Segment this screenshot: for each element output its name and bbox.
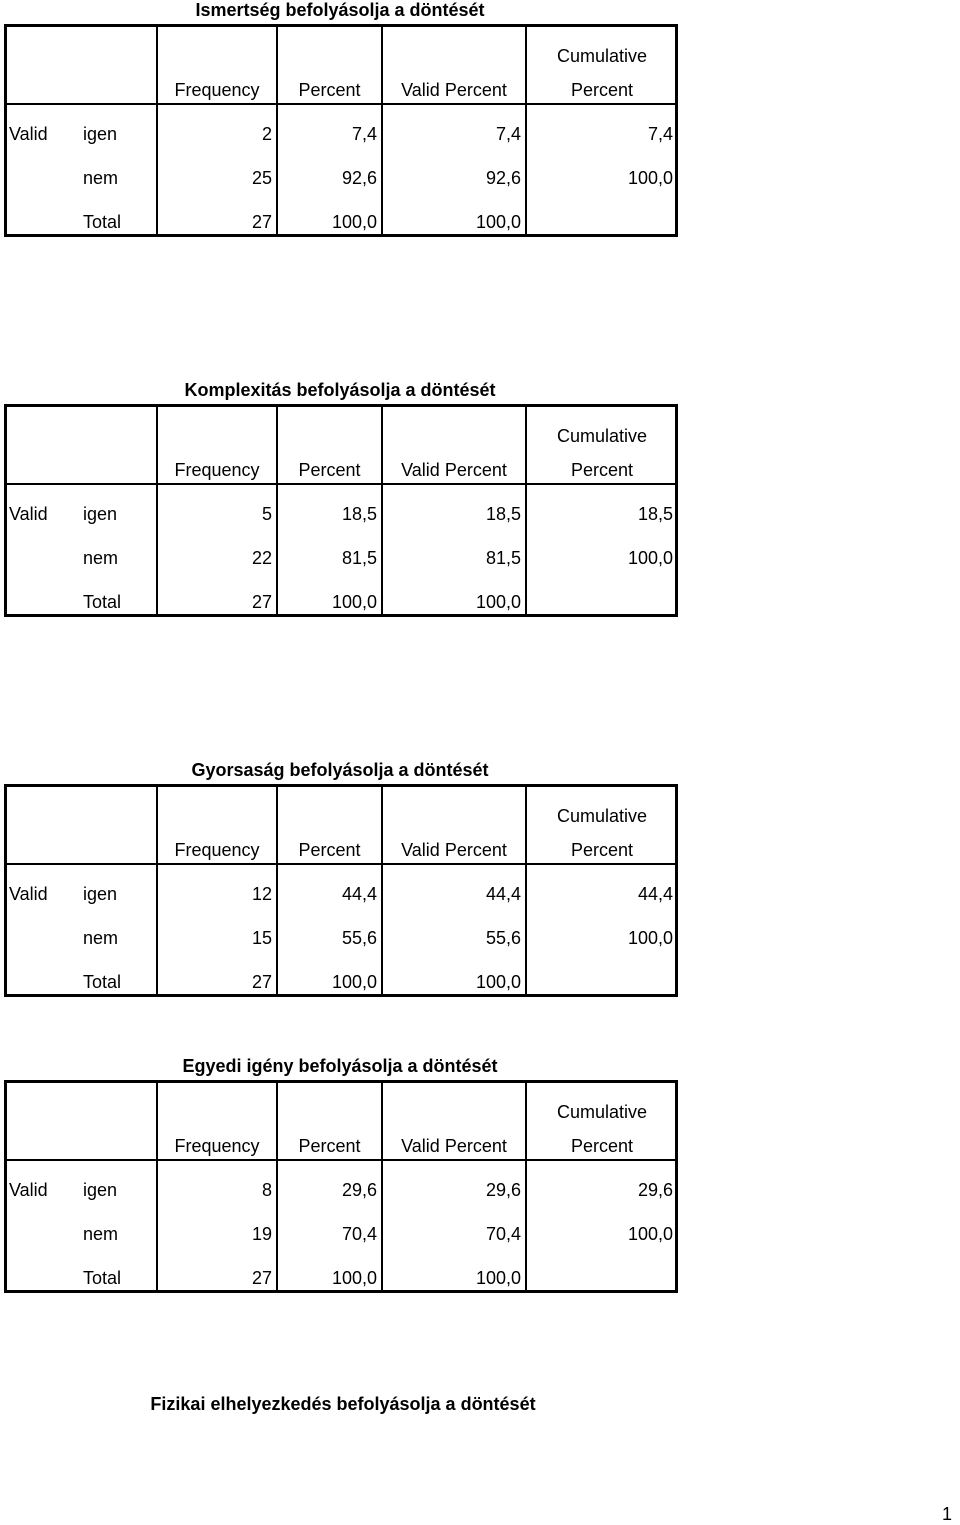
table-title: Egyedi igény befolyásolja a döntését bbox=[182, 1056, 498, 1076]
cell-percent: 29,6 bbox=[341, 1180, 377, 1200]
cell-percent: 81,5 bbox=[341, 548, 377, 568]
cell-percent: 44,4 bbox=[341, 884, 377, 904]
header-cumulative: Cumulative bbox=[556, 46, 648, 66]
header-cumulative-percent: Percent bbox=[570, 460, 634, 480]
cell-valid-percent: 92,6 bbox=[485, 168, 521, 188]
header-valid-percent: Valid Percent bbox=[401, 840, 507, 860]
cell-percent: 18,5 bbox=[341, 504, 377, 524]
row-label: Total bbox=[83, 972, 122, 992]
cell-frequency: 8 bbox=[261, 1180, 272, 1200]
cell-cumulative-percent: 7,4 bbox=[647, 124, 673, 144]
row-group-label: Valid bbox=[9, 124, 48, 144]
cell-frequency: 15 bbox=[251, 928, 272, 948]
header-divider bbox=[7, 483, 675, 485]
header-cumulative-percent: Percent bbox=[570, 80, 634, 100]
row-label: igen bbox=[83, 884, 118, 904]
cell-valid-percent: 44,4 bbox=[485, 884, 521, 904]
header-frequency: Frequency bbox=[174, 1136, 260, 1156]
cell-frequency: 22 bbox=[251, 548, 272, 568]
cell-percent: 100,0 bbox=[331, 1268, 377, 1288]
header-cumulative: Cumulative bbox=[556, 426, 648, 446]
row-label: igen bbox=[83, 1180, 118, 1200]
row-label: Total bbox=[83, 592, 122, 612]
cell-cumulative-percent: 100,0 bbox=[627, 1224, 673, 1244]
table-title: Komplexitás befolyásolja a döntését bbox=[184, 380, 496, 400]
cell-percent: 100,0 bbox=[331, 212, 377, 232]
next-table-title: Fizikai elhelyezkedés befolyásolja a döntését bbox=[150, 1394, 536, 1414]
row-label: Total bbox=[83, 1268, 122, 1288]
cell-percent: 92,6 bbox=[341, 168, 377, 188]
header-valid-percent: Valid Percent bbox=[401, 460, 507, 480]
header-frequency: Frequency bbox=[174, 460, 260, 480]
cell-frequency: 12 bbox=[251, 884, 272, 904]
header-cumulative: Cumulative bbox=[556, 806, 648, 826]
row-label: nem bbox=[83, 548, 119, 568]
cell-valid-percent: 81,5 bbox=[485, 548, 521, 568]
row-label: nem bbox=[83, 168, 119, 188]
cell-percent: 7,4 bbox=[351, 124, 377, 144]
row-label: nem bbox=[83, 1224, 119, 1244]
row-group-label: Valid bbox=[9, 504, 48, 524]
frequency-table bbox=[4, 24, 678, 237]
cell-frequency: 25 bbox=[251, 168, 272, 188]
cell-valid-percent: 7,4 bbox=[495, 124, 521, 144]
cell-valid-percent: 70,4 bbox=[485, 1224, 521, 1244]
cell-cumulative-percent: 44,4 bbox=[637, 884, 673, 904]
frequency-table bbox=[4, 784, 678, 997]
header-percent: Percent bbox=[298, 1136, 361, 1156]
header-cumulative-percent: Percent bbox=[570, 1136, 634, 1156]
row-label: igen bbox=[83, 124, 118, 144]
cell-frequency: 27 bbox=[251, 1268, 272, 1288]
row-group-label: Valid bbox=[9, 1180, 48, 1200]
header-frequency: Frequency bbox=[174, 840, 260, 860]
header-valid-percent: Valid Percent bbox=[401, 1136, 507, 1156]
cell-cumulative-percent: 29,6 bbox=[637, 1180, 673, 1200]
header-percent: Percent bbox=[298, 840, 361, 860]
frequency-table bbox=[4, 404, 678, 617]
header-divider bbox=[7, 103, 675, 105]
cell-percent: 70,4 bbox=[341, 1224, 377, 1244]
header-frequency: Frequency bbox=[174, 80, 260, 100]
cell-valid-percent: 55,6 bbox=[485, 928, 521, 948]
cell-frequency: 27 bbox=[251, 212, 272, 232]
header-divider bbox=[7, 1159, 675, 1161]
cell-percent: 100,0 bbox=[331, 592, 377, 612]
cell-frequency: 27 bbox=[251, 972, 272, 992]
header-valid-percent: Valid Percent bbox=[401, 80, 507, 100]
page-number: 1 bbox=[941, 1504, 952, 1524]
cell-percent: 100,0 bbox=[331, 972, 377, 992]
cell-valid-percent: 18,5 bbox=[485, 504, 521, 524]
cell-percent: 55,6 bbox=[341, 928, 377, 948]
header-percent: Percent bbox=[298, 460, 361, 480]
cell-frequency: 19 bbox=[251, 1224, 272, 1244]
row-label: nem bbox=[83, 928, 119, 948]
cell-valid-percent: 100,0 bbox=[475, 1268, 521, 1288]
cell-cumulative-percent: 100,0 bbox=[627, 928, 673, 948]
header-divider bbox=[7, 863, 675, 865]
cell-cumulative-percent: 100,0 bbox=[627, 168, 673, 188]
row-label: igen bbox=[83, 504, 118, 524]
cell-frequency: 5 bbox=[261, 504, 272, 524]
cell-frequency: 2 bbox=[261, 124, 272, 144]
cell-valid-percent: 100,0 bbox=[475, 212, 521, 232]
cell-cumulative-percent: 100,0 bbox=[627, 548, 673, 568]
row-group-label: Valid bbox=[9, 884, 48, 904]
frequency-table bbox=[4, 1080, 678, 1293]
cell-valid-percent: 100,0 bbox=[475, 592, 521, 612]
header-percent: Percent bbox=[298, 80, 361, 100]
header-cumulative-percent: Percent bbox=[570, 840, 634, 860]
row-label: Total bbox=[83, 212, 122, 232]
cell-valid-percent: 100,0 bbox=[475, 972, 521, 992]
cell-valid-percent: 29,6 bbox=[485, 1180, 521, 1200]
header-cumulative: Cumulative bbox=[556, 1102, 648, 1122]
table-title: Gyorsaság befolyásolja a döntését bbox=[191, 760, 489, 780]
cell-cumulative-percent: 18,5 bbox=[637, 504, 673, 524]
table-title: Ismertség befolyásolja a döntését bbox=[195, 0, 485, 20]
cell-frequency: 27 bbox=[251, 592, 272, 612]
